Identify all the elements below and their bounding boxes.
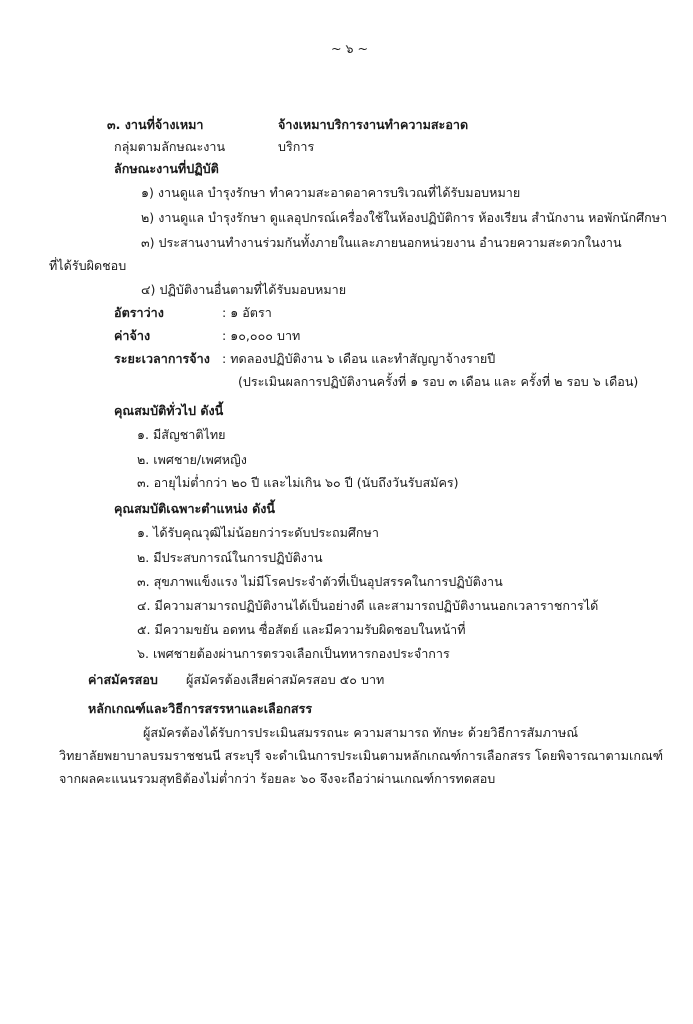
duty-item: ๒) งานดูแล บำรุงรักษา ดูแลอุปกรณ์เครื่องใช้ในห้องปฏิบัติการ ห้องเรียน สำนักงาน หอพักนักศึกษา xyxy=(141,210,668,225)
duty-item-continuation: ที่ได้รับผิดชอบ xyxy=(49,258,127,273)
period-value: : ทดลองปฏิบัติงาน ๖ เดือน และทำสัญญาจ้างรายปี xyxy=(222,351,496,366)
duties-heading: ลักษณะงานที่ปฏิบัติ xyxy=(114,161,219,176)
general-qualifications-heading: คุณสมบัติทั่วไป ดังนี้ xyxy=(114,403,224,418)
job-value: จ้างเหมาบริการงานทำความสะอาด xyxy=(278,117,469,132)
general-qualification-item: ๓. อายุไม่ต่ำกว่า ๒๐ ปี และไม่เกิน ๖๐ ปี (นับถึงวันรับสมัคร) xyxy=(137,475,459,490)
specific-qualification-item: ๔. มีความสามารถปฏิบัติงานได้เป็นอย่างดี และสามารถปฏิบัติงานนอกเวลาราชการได้ xyxy=(137,598,599,613)
specific-qualification-item: ๒. มีประสบการณ์ในการปฏิบัติงาน xyxy=(137,550,323,565)
selection-line: ผู้สมัครต้องได้รับการประเมินสมรรถนะ ความสามารถ ทักษะ ด้วยวิธีการสัมภาษณ์ xyxy=(143,725,579,740)
job-group-label: กลุ่มตามลักษณะงาน xyxy=(114,139,226,154)
selection-line: วิทยาลัยพยาบาลบรมราชชนนี สระบุรี จะดำเนินการประเมินตามหลักเกณฑ์การเลือกสรร โดยพิจารณาตามเกณฑ์ xyxy=(59,748,664,763)
general-qualification-item: ๑. มีสัญชาติไทย xyxy=(137,427,226,442)
job-label: ๓. งานที่จ้างเหมา xyxy=(107,117,204,132)
duty-item: ๓) ประสานงานทำงานร่วมกันทั้งภายในและภายนอกหน่วยงาน อำนวยความสะดวกในงาน xyxy=(141,235,622,250)
specific-qualification-item: ๓. สุขภาพแข็งแรง ไม่มีโรคประจำตัวที่เป็นอุปสรรคในการปฏิบัติงาน xyxy=(137,574,503,589)
period-label: ระยะเวลาการจ้าง xyxy=(114,351,210,366)
selection-heading: หลักเกณฑ์และวิธีการสรรหาและเลือกสรร xyxy=(88,701,313,716)
selection-line: จากผลคะแนนรวมสุทธิต้องไม่ต่ำกว่า ร้อยละ ๖๐ จึงจะถือว่าผ่านเกณฑ์การทดสอบ xyxy=(59,771,496,786)
positions-value: : ๑ อัตรา xyxy=(222,305,272,320)
duty-item: ๔) ปฏิบัติงานอื่นตามที่ได้รับมอบหมาย xyxy=(141,282,347,297)
specific-qualification-item: ๖. เพศชายต้องผ่านการตรวจเลือกเป็นทหารกองประจำการ xyxy=(137,646,450,661)
wage-label: ค่าจ้าง xyxy=(114,328,151,343)
specific-qualification-item: ๕. มีความขยัน อดทน ซื่อสัตย์ และมีความรับผิดชอบในหน้าที่ xyxy=(137,622,466,637)
general-qualification-item: ๒. เพศชาย/เพศหญิง xyxy=(137,452,247,467)
positions-label: อัตราว่าง xyxy=(114,305,164,320)
duty-item: ๑) งานดูแล บำรุงรักษา ทำความสะอาดอาคารบริเวณที่ได้รับมอบหมาย xyxy=(141,185,521,200)
job-group-value: บริการ xyxy=(278,139,315,154)
fee-label: ค่าสมัครสอบ xyxy=(88,672,158,687)
period-note: (ประเมินผลการปฏิบัติงานครั้งที่ ๑ รอบ ๓ เดือน และ ครั้งที่ ๒ รอบ ๖ เดือน) xyxy=(238,374,639,389)
wage-value: : ๑๐,๐๐๐ บาท xyxy=(222,328,301,343)
page-number: ~ ๖ ~ xyxy=(331,41,369,56)
fee-text: ผู้สมัครต้องเสียค่าสมัครสอบ ๕๐ บาท xyxy=(186,672,385,687)
specific-qualification-item: ๑. ได้รับคุณวุฒิไม่น้อยกว่าระดับประถมศึกษา xyxy=(137,525,379,540)
specific-qualifications-heading: คุณสมบัติเฉพาะตำแหน่ง ดังนี้ xyxy=(114,501,276,516)
